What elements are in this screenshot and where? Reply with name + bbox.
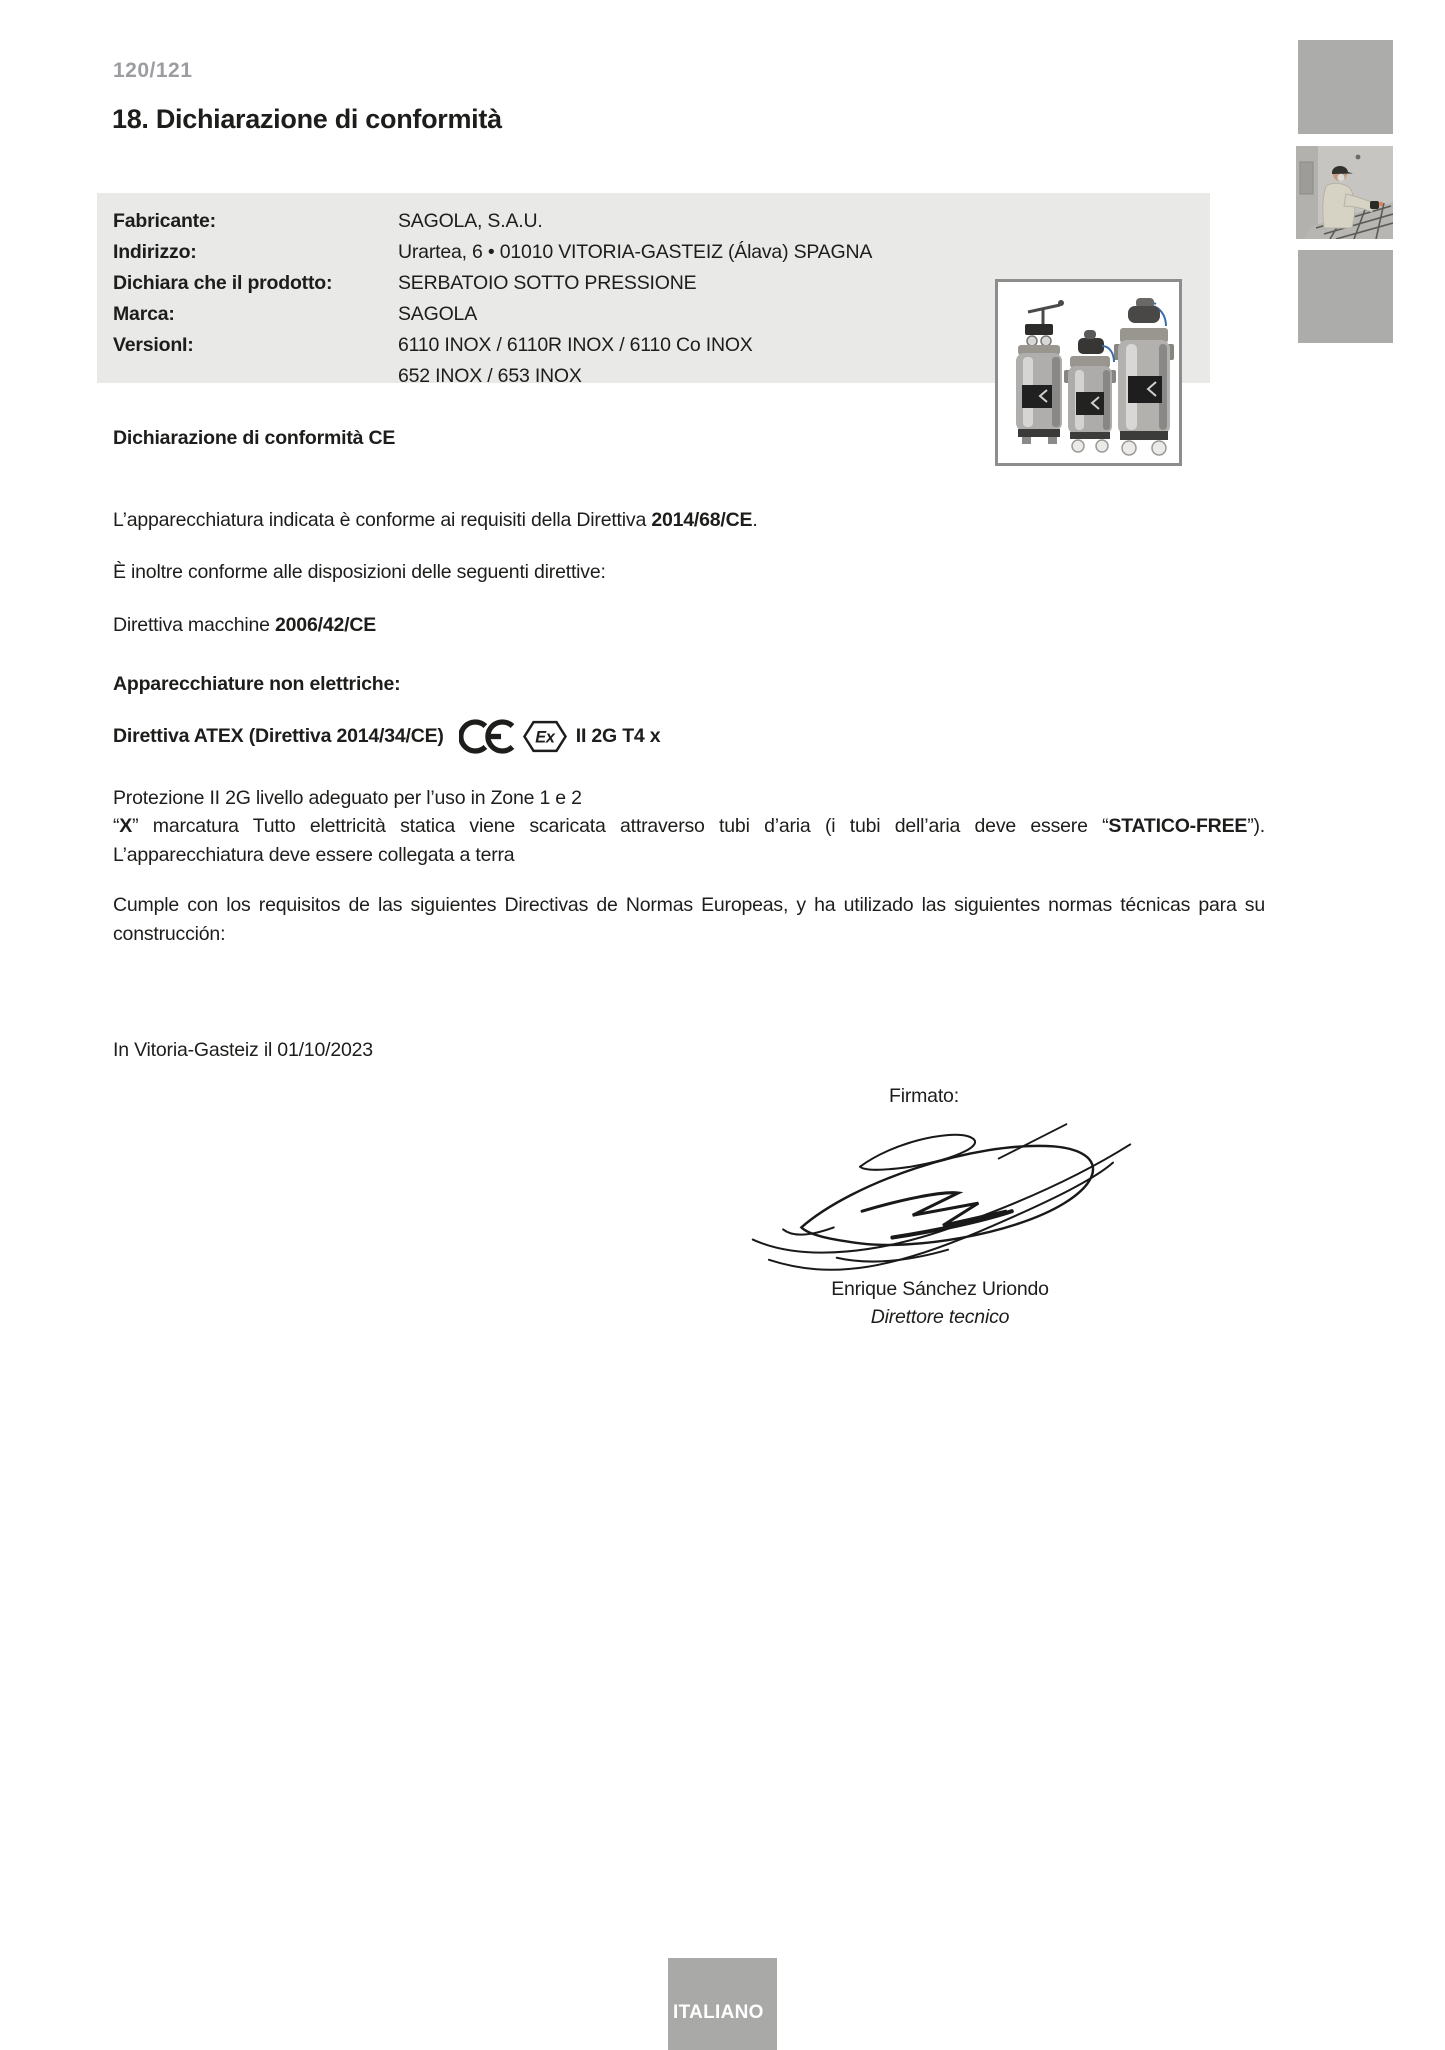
paragraph-marcatura: [113, 812, 1265, 870]
worker-photo: [1296, 146, 1393, 239]
signatory-role: Direttore tecnico: [870, 1306, 1010, 1328]
page-title: 18. Dichiarazione di conformità: [112, 104, 502, 134]
text-segment: ”). L’apparecchiatura deve essere collegata a terra: [113, 815, 1265, 866]
info-value: Urartea, 6 • 01010 VITORIA-GASTEIZ (Álava) SPAGNA: [398, 241, 873, 263]
info-label: Indirizzo:: [113, 241, 197, 263]
ex-mark-text: Ex: [534, 728, 555, 747]
info-value: SERBATOIO SOTTO PRESSIONE: [398, 272, 697, 294]
handwritten-signature: [733, 1106, 1153, 1278]
directive-number: 2006/42/CE: [275, 614, 377, 636]
decor-block-top: [1298, 40, 1393, 134]
paragraph-inoltre: È inoltre conforme alle disposizioni delle seguenti direttive:: [113, 561, 606, 583]
info-row-fabricante: [113, 206, 1210, 237]
subtitle-ce: Dichiarazione di conformità CE: [113, 427, 396, 449]
atex-line: [113, 719, 1265, 754]
page-number: 120/121: [113, 59, 193, 82]
info-label: Fabricante:: [113, 210, 216, 232]
text-segment: .: [752, 509, 758, 531]
text-segment: Direttiva macchine: [113, 614, 276, 636]
signature-image: [733, 1106, 1153, 1283]
paragraph-cumple: Cumple con los requisitos de las siguientes Directivas de Normas Europeas, y ha utilizado las siguientes normas técnicas para su construcción:: [113, 894, 1265, 945]
date-line: In Vitoria-Gasteiz il 01/10/2023: [113, 1039, 373, 1061]
atex-ex-mark-icon: [523, 720, 567, 753]
info-value: SAGOLA, S.A.U.: [398, 210, 543, 232]
decor-block-bottom: [1298, 250, 1393, 343]
info-label: Dichiara che il prodotto:: [113, 272, 333, 294]
spray-worker-illustration: [1296, 146, 1393, 239]
info-value: 652 INOX / 653 INOX: [398, 365, 582, 387]
paragraph-direttiva: [113, 506, 1265, 535]
signatory-name: Enrique Sánchez Uriondo: [831, 1278, 1049, 1300]
info-row-indirizzo: [113, 237, 1210, 268]
paragraph-macchine: [113, 611, 1265, 640]
signature-label: Firmato:: [889, 1085, 959, 1107]
directive-number: 2014/68/CE: [651, 509, 753, 531]
atex-code: II 2G T4 x: [575, 725, 661, 747]
info-value: SAGOLA: [398, 303, 477, 325]
text-segment: “: [113, 815, 120, 837]
info-label: VersionI:: [113, 334, 194, 356]
paragraph-protezione: Protezione II 2G livello adeguato per l’uso in Zone 1 e 2: [113, 787, 582, 809]
text-segment: ” marcatura Tutto elettricità statica viene scaricata attraverso tubi d’aria (i tubi dell’aria deve essere “: [132, 815, 1109, 837]
language-tab-label: ITALIANO: [673, 2002, 764, 2023]
ce-mark-icon: [459, 719, 517, 754]
paragraph-non-elettriche: Apparecchiature non elettriche:: [113, 673, 401, 695]
info-value: 6110 INOX / 6110R INOX / 6110 Co INOX: [398, 334, 753, 356]
certification-marks: [459, 719, 567, 754]
statico-free: STATICO-FREE: [1108, 815, 1248, 837]
x-marking: X: [119, 815, 133, 837]
text-segment: L’apparecchiatura indicata è conforme ai requisiti della Direttiva: [113, 509, 652, 531]
atex-label: Direttiva ATEX (Direttiva 2014/34/CE): [113, 725, 444, 747]
language-tab: [668, 1958, 777, 2050]
info-label: Marca:: [113, 303, 175, 325]
